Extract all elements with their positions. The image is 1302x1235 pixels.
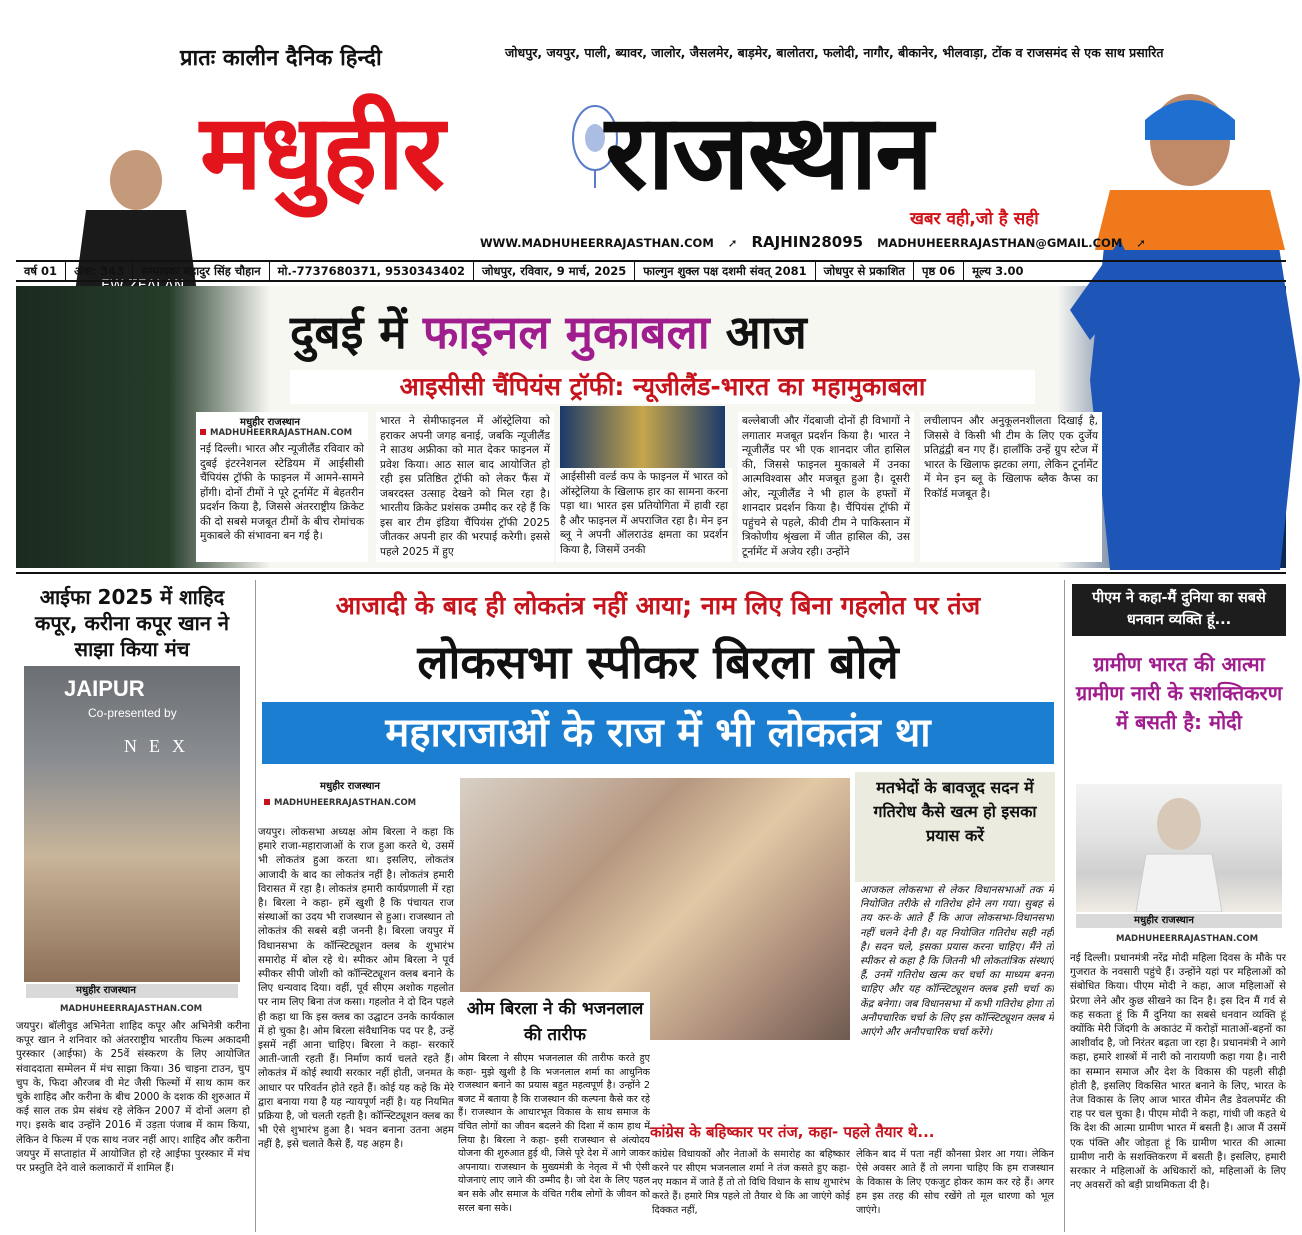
center-story-headline: लोकसभा स्पीकर बिरला बोले	[417, 635, 899, 689]
center-byline-block	[264, 778, 454, 808]
mobile-number: मो.-7737680371, 9530343402	[270, 262, 474, 280]
byline: मधुहीर राजस्थान	[1134, 915, 1194, 926]
top-story-col5: लचीलापन और अनुकूलनशीलता दिखाई है, जिससे वे किसी भी टीम के लिए एक दुर्जेय प्रतिद्वंद्वी बन गए हैं। हालाँकि उन्हें ग्रुप स्टेज में भारत के खिलाफ झटका लगा, लेकिन टूर्नामेंट में मेन इन ब्लू के खिलाफ ब्लैक कैप्स का रिकॉर्ड मजबूत है।	[920, 412, 1102, 562]
byline: मधुहीर राजस्थान	[320, 781, 380, 792]
byline: मधुहीर राजस्थान	[76, 985, 136, 996]
side-box-body: आजकल लोकसभा से लेकर विधानसभाओं तक में नियोजित तरीके से गतिरोध होने लग गया। सुबह से तय कर-के आते हैं कि आज लोकसभा-विधानसभा नहीं चलने देनी है। यह नियोजित गतिरोध सही नहीं है। सदन चले, इसका प्रयास करना चाहिए। मैंने तो स्पीकर से कहा है कि जितनी भी लोकतांत्रिक संस्थाएं हैं, उनमें गतिरोध खत्म कर चर्चा का माध्यम बनना चाहिए और यह कॉन्स्टिट्यूशन क्लब इसी चर्चा का केंद्र बनेगा। जब विधानसभा में कभी गतिरोध होगा तो अनौपचारिक चर्चा के लिए इस कॉन्स्टिट्यूशन क्लब में आएंगे और अनौपचारिक चर्चा करेंगे।	[860, 885, 1054, 1039]
photo-caption-headline: ओम बिरला ने की भजनलाल की तारीफ	[460, 992, 650, 1052]
byline: मधुहीर राजस्थान	[240, 417, 300, 428]
top-story-col4: बल्लेबाजी और गेंदबाजी दोनों ही विभागों ने लगातार मजबूत प्रदर्शन किया है। भारत ने न्यूजीलैंड पर भी एक शानदार जीत हासिल की, जिससे फाइनल मुकाबले में उनका आत्मविश्वास और मजबूत हुआ है। दूसरी ओर, न्यूजीलैंड ने भी हाल के हफ्तों में शानदार प्रदर्शन किया है। चैंपियंस ट्रॉफी में पहुंचने से पहले, कीवी टीम ने पाकिस्तान में त्रिकोणीय श्रृंखला में जीत हासिल की, उस टूर्नामेंट में अजेय रही। उन्होंने	[738, 412, 914, 562]
issue-number: अंक: 343	[66, 262, 133, 280]
site-label: MADHUHEERRAJASTHAN.COM	[200, 428, 364, 438]
photo-text: JAIPUR	[64, 676, 145, 701]
logo-text-madhuheer: मधुहीर	[200, 90, 443, 213]
site-label: MADHUHEERRAJASTHAN.COM	[60, 1004, 203, 1014]
top-story-subhead: आइसीसी चैंपियंस ट्रॉफी: न्यूजीलैंड-भारत का महामुकाबला	[290, 370, 1035, 404]
site-label: MADHUHEERRAJASTHAN.COM	[264, 798, 454, 808]
cursor-icon: ➚	[1136, 236, 1146, 250]
right-byline-box	[1076, 914, 1282, 928]
publish-place: जोधपुर से प्रकाशित	[816, 262, 914, 280]
issue-info-bar	[16, 260, 1286, 282]
photo-caption-body: ओम बिरला ने सीएम भजनलाल की तारीफ करते हुए कहा- मुझे खुशी है कि भजनलाल शर्मा का आधुनिक राजस्थान बनाने का प्रयास बहुत महत्वपूर्ण है। उन्होंने 2 बजट में बताया है कि राजस्थान की कल्पना कैसे कर रहे हैं। राजस्थान के आधारभूत विकास के साथ समाज के वंचित लोगों का जीवन बदलने की दिशा में काम हाथ में लिया है। बिरला ने कहा- इसी राजस्थान से अंत्योदय योजना की शुरुआत हुई थी, जिसे पूरे देश में आगे जाकर अपनाया। राजस्थान के मुख्यमंत्री के नेतृत्व में भी ऐसी योजनाएं लाए जाने की उम्मीद है। जो देश के लिए पहल बन सके और समाज के वंचित गरीब लोगों के जीवन को सरल बना सके।	[458, 1053, 650, 1214]
right-story-kicker: पीएम ने कहा-मैं दुनिया का सबसे धनवान व्यक्ति हूं...	[1072, 584, 1286, 636]
section-divider	[16, 572, 1286, 574]
side-box-headline: मतभेदों के बावजूद सदन में गतिरोध कैसे खत्म हो इसका प्रयास करें	[855, 772, 1055, 882]
left-byline-box	[26, 984, 238, 998]
article-text: नई दिल्ली। भारत और न्यूजीलैंड रविवार को दुबई इंटरनेशनल स्टेडियम में आईसीसी चैंपियंस ट्रॉफी के फाइनल में आमने-सामने होंगी। दोनों टीमों ने पूरे टूर्नामेंट में बेहतरीन प्रदर्शन किया है, जिससे अंतरराष्ट्रीय क्रिकेट की दो सबसे मजबूत टीमों के बीच रोमांचक मुकाबले की संभावना बन गई है।	[200, 443, 364, 542]
left-story-body: जयपुर। बॉलीवुड अभिनेता शाहिद कपूर और अभिनेत्री करीना कपूर खान ने शनिवार को अंतरराष्ट्रीय भारतीय फिल्म अकादमी पुरस्कार (आईफा) के 25वें संस्करण के लिए आयोजित संवाददाता सम्मेलन में मंच साझा किया। 36 चाइना टाउन, चुप चुप के, फिदा औरजब वी मेट जैसी फिल्मों में साथ काम कर चुके शाहिद और करीना के बीच 2000 के दशक की शुरुआत में कई साल तक प्रेम संबंध रहे लेकिन 2007 में दोनों अलग हो गए। इसके बाद उन्होंने 2016 में उड़ता पंजाब में काम किया, लेकिन वे फिल्म में एक साथ नजर नहीं आए। शाहिद और करीना जयपुर में सप्ताहांत में आयोजित हो रहे आईफा पुरस्कार में मंच पर प्रस्तुति देने वाले कलाकारों में शामिल हैं।	[16, 1021, 250, 1175]
masthead-logo	[200, 78, 1100, 213]
congress-headline: कांग्रेस के बहिष्कार पर तंज, कहा- पहले तैयार थे...	[650, 1123, 935, 1141]
top-story-col2: भारत ने सेमीफाइनल में ऑस्ट्रेलिया को हराकर अपनी जगह बनाई, जबकि न्यूजीलैंड ने साउथ अफ्रीका को मात देकर फाइनल में प्रवेश किया। आठ साल बाद आयोजित हो रही इस प्रतिष्ठित ट्रॉफी को लेकर फैंस में जबरदस्त उत्साह देखने को मिल रहा है। भारतीय क्रिकेट प्रशंसक उम्मीद कर रहे हैं कि इस बार टीम इंडिया चैंपियंस ट्रॉफी 2025 जीतकर अपनी हार की भरपाई करेगी। इससे पहले 2025 में हुए	[376, 412, 554, 562]
column-divider	[255, 580, 256, 1232]
issue-date: जोधपुर, रविवार, 9 मार्च, 2025	[474, 262, 635, 280]
samvat-date: फाल्गुन शुक्ल पक्ष दशमी संवत् 2081	[635, 262, 815, 280]
email-link[interactable]: MADHUHEERRAJASTHAN@GMAIL.COM	[877, 236, 1123, 250]
speaker-silhouette-icon	[1076, 784, 1282, 912]
masthead-tagline: प्रातः कालीन दैनिक हिन्दी	[180, 46, 382, 71]
logo-text-rajasthan: राजस्थान	[605, 90, 932, 213]
congress-col2: लेकिन बाद में पता नहीं कौनसा प्रेशर आ गया। लेकिन ऐसे अवसर आते हैं तो लगना चाहिए कि हम राजस्थान के विकास के लिए एकजुट होकर काम कर रहे हैं। अगर हम इस तरह की सोच रखेंगे तो मूल धारणा को भूल जाएंगे।	[856, 1149, 1054, 1216]
editor-name: सम्पादकः बहादुर सिंह चौहान	[133, 262, 269, 280]
right-story-body: नई दिल्ली। प्रधानमंत्री नरेंद्र मोदी महिला दिवस के मौके पर गुजरात के नवसारी पहुंचे हैं। उन्होंने यहां पर महिलाओं को संबोधित किया। पीएम मोदी ने कहा, आज महिलाओं से प्रेरणा लेने और कुछ सीखने का दिन है। इस दिन मैं गर्व से कह सकता हूं कि मैं दुनिया का सबसे धनवान व्यक्ति हूं क्योंकि मेरी जिंदगी के अकाउंट में करोड़ों माताओं-बहनों का आशीर्वाद है, जो निरंतर बढ़ता जा रहा है। प्रधानमंत्री ने आगे कहा, हमारे शास्त्रों में नारी को नारायणी कहा गया है। नारी का सम्मान समाज और देश के विकास की पहली सीढ़ी होती है, इसलिए विकसित भारत बनाने के लिए, भारत के तेज विकास के लिए आज भारत वीमेन लैड डेवलपमेंट की राह पर चल चुका है। पीएम मोदी ने कहा, गांधी जी कहते थे कि देश की आत्मा ग्रामीण भारत में बसती है। आज मैं उसमें एक पंक्ति और जोड़ता हूं कि ग्रामीण भारत की आत्मा ग्रामीण नारी के सशक्तिकरण में बसती है। इसलिए, हमारी सरकार ने महिलाओं के अधिकारों को, महिलाओं के लिए नए अवसरों को बड़ी प्राथमिकता दी है।	[1070, 953, 1286, 1192]
cursor-icon: ➚	[727, 236, 738, 250]
center-story-kicker: आजादी के बाद ही लोकतंत्र नहीं आया; नाम लिए बिना गहलोत पर तंज	[335, 591, 981, 620]
column-divider	[1064, 580, 1065, 1232]
issue-year: वर्ष 01	[16, 262, 66, 280]
site-label: MADHUHEERRAJASTHAN.COM	[1116, 934, 1259, 944]
headline-highlight: फाइनल मुकाबला	[422, 305, 710, 359]
trophy-players-image	[560, 406, 725, 468]
masthead-slogan: खबर वही,जो है सही	[910, 209, 1039, 229]
right-story-photo	[1076, 784, 1282, 912]
page-number: पृष्ठ 06	[914, 262, 964, 280]
photo-text: Co-presented by	[88, 706, 177, 720]
website-link[interactable]: WWW.MADHUHEERRAJASTHAN.COM	[480, 236, 714, 250]
left-story-photo	[24, 666, 240, 982]
photo-text: NEX	[124, 736, 197, 756]
registration-number: RAJHIN28095	[751, 233, 864, 251]
right-story-headline: ग्रामीण भारत की आत्मा ग्रामीण नारी के सशक्तिकरण में बसती है: मोदी	[1075, 652, 1283, 734]
price: मूल्य 3.00	[972, 263, 1024, 278]
left-story-headline: आईफा 2025 में शाहिद कपूर, करीना कपूर खान ने साझा किया मंच	[35, 585, 229, 661]
top-story-col1	[196, 412, 368, 562]
center-story-subhead: महाराजाओं के राज में भी लोकतंत्र था	[262, 702, 1054, 764]
center-story-body: जयपुर। लोकसभा अध्यक्ष ओम बिरला ने कहा कि हमारे राजा-महाराजाओं के राज हुआ करते थे, उसमें भी लोकतंत्र हुआ करता था। इसलिए, लोकतंत्र आजादी के बाद का लोकतंत्र नहीं है। लोकतंत्र हमारी विरासत में रहा है। लोकतंत्र हमारी कार्यप्रणाली में रहा है। बिरला ने कहा- हमें खुशी है कि पंचायत राज संस्थाओं का उदय भी राजस्थान से हुआ। राजस्थान तो लोकतंत्र की सबसे बड़ी जननी है। बिरला जयपुर में विधानसभा के कॉन्स्टिट्यूशन क्लब के शुभारंभ समारोह में बोल रहे थे। स्पीकर ओम बिरला ने पूर्व स्पीकर सीपी जोशी को कॉन्स्टिट्यूशन क्लब बनाने के लिए धन्यवाद दिया। वहीं, पूर्व सीएम अशोक गहलोत पर नाम लिए बिना तंज कसा। गहलोत ने दो दिन पहले ही कहा था कि इस क्लब का उद्घाटन उनके कार्यकाल में हो चुका है। ओम बिरला संवैधानिक पद पर है, उन्हें इसमें नहीं आना चाहिए। बिरला ने कहा- सरकारें आती-जाती रहती हैं। निर्माण कार्य चलते रहते हैं। लोकतंत्र में कोई स्थायी सरकार नहीं होती, जनमत के आधार पर परिवर्तन होते रहते हैं। कोई यह कहे कि मेरे द्वारा बनाया गया है यह न्यायपूर्ण नहीं है। यह नियमित प्रक्रिया है, जो चलती रहती है। कॉन्स्टिट्यूशन क्लब का भी ऐसे शुभारंभ हुआ है। भवन बनाना उतना अहम नहीं है, इसे चलाते कैसे हैं, यह अहम है।	[258, 827, 454, 1151]
top-story-col3: आईसीसी वर्ल्ड कप के फाइनल में भारत को ऑस्ट्रेलिया के खिलाफ हार का सामना करना पड़ा था। भारत इस प्रतियोगिता में हावी रहा है और फाइनल में अपराजित रहा है। मेन इन ब्लू ने अपनी ऑलराउंड क्षमता का प्रदर्शन किया है, जिसमें उनकी	[556, 468, 732, 562]
masthead-contact-row	[480, 233, 1156, 251]
masthead-editions: जोधपुर, जयपुर, पाली, ब्यावर, जालोर, जैसलमेर, बाड़मेर, बालोतरा, फलोदी, नागौर, बीकानेर, भीलवाड़ा, टोंक व राजसमंद से एक साथ प्रसारित	[505, 45, 1164, 60]
congress-col1: कांग्रेस विधायकों और नेताओं के समारोह का बहिष्कार करने पर सीएम भजनलाल शर्मा ने तंज कसते हुए कहा- नए मकान में जाते हैं तो तो विधि विधान के साथ शुभारंभ करते हैं। हमारे मित्र पहले तो तैयार थे कि आ जाएंगे कोई दिक्कत नहीं,	[652, 1149, 850, 1216]
top-story-headline: दुबई में फाइनल मुकाबला आज	[290, 305, 807, 359]
